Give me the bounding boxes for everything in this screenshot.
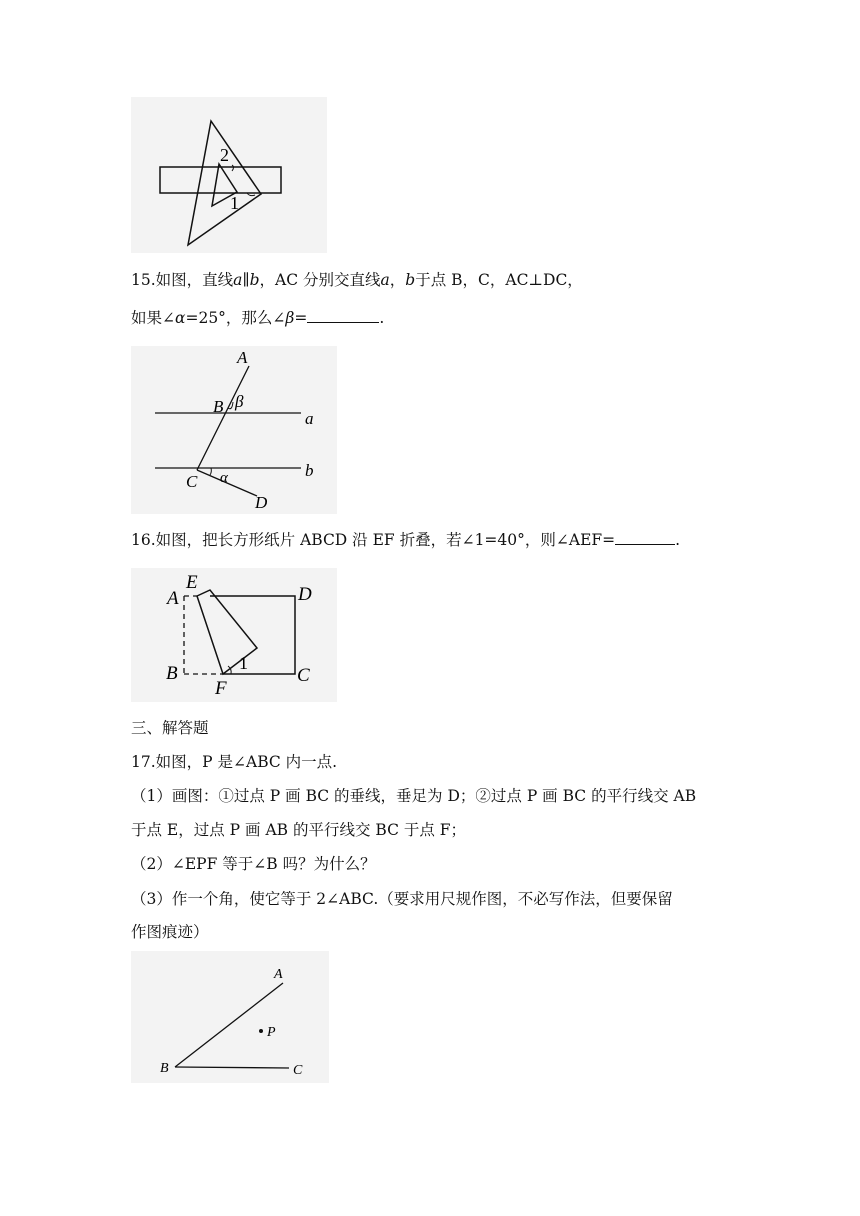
folded-flap [197,590,257,674]
svg-text:C: C [293,1063,303,1078]
q17-part3-line1: （3）作一个角，使它等于 2∠ABC.（要求用尺规作图，不必写作法，但要保留 [131,890,673,908]
q14-figure [131,97,327,253]
line-ac [197,366,249,470]
rect-remaining [210,596,295,674]
label-2: 2 [220,145,229,165]
svg-text:F: F [215,678,227,699]
angle-2-arc [232,165,234,171]
q15-line2: 如果∠α=25°，那么∠β= . [131,309,385,327]
svg-text:B: B [160,1061,169,1076]
svg-text:A: A [167,588,179,609]
alpha-arc [210,468,211,475]
ray-bc [175,1067,289,1068]
svg-text:B: B [166,663,178,684]
q15-line1: 15.如图，直线a∥b，AC 分别交直线a，b于点 B，C，AC⊥DC， [131,271,583,289]
q16-answer-blank[interactable] [615,530,675,545]
section-heading: 三、解答题 [131,719,209,737]
svg-text:C: C [186,472,198,491]
q17-part2: （2）∠EPF 等于∠B 吗？为什么？ [131,855,376,873]
point-p [259,1029,263,1033]
q16-figure [131,568,337,702]
label-1: 1 [230,193,239,213]
q17-part1-line1: （1）画图：①过点 P 画 BC 的垂线，垂足为 D；②过点 P 画 BC 的平行线交 AB [131,787,697,805]
q17-figure [131,951,329,1083]
svg-text:P: P [267,1025,276,1040]
svg-text:D: D [255,493,268,512]
svg-text:a: a [305,409,314,428]
q17-intro: 17.如图，P 是∠ABC 内一点. [131,753,338,771]
svg-text:β: β [235,392,244,411]
svg-text:A: A [274,967,283,982]
q17-part1-line2: 于点 E，过点 P 画 AB 的平行线交 BC 于点 F； [131,821,467,839]
q15-figure [131,346,337,514]
svg-text:D: D [298,584,312,605]
q16-line: 16.如图，把长方形纸片 ABCD 沿 EF 折叠，若∠1=40°，则∠AEF= . [131,531,681,549]
paper-strip [160,167,281,193]
svg-text:E: E [186,572,198,593]
svg-text:α: α [220,470,228,486]
q15-answer-blank[interactable] [307,308,379,323]
svg-text:1: 1 [239,653,248,673]
svg-text:C: C [297,665,310,686]
q17-part3-line2: 作图痕迹） [131,923,209,941]
svg-text:A: A [237,348,248,367]
svg-text:B: B [213,397,224,416]
large-triangle [188,121,261,245]
svg-text:b: b [305,461,314,480]
